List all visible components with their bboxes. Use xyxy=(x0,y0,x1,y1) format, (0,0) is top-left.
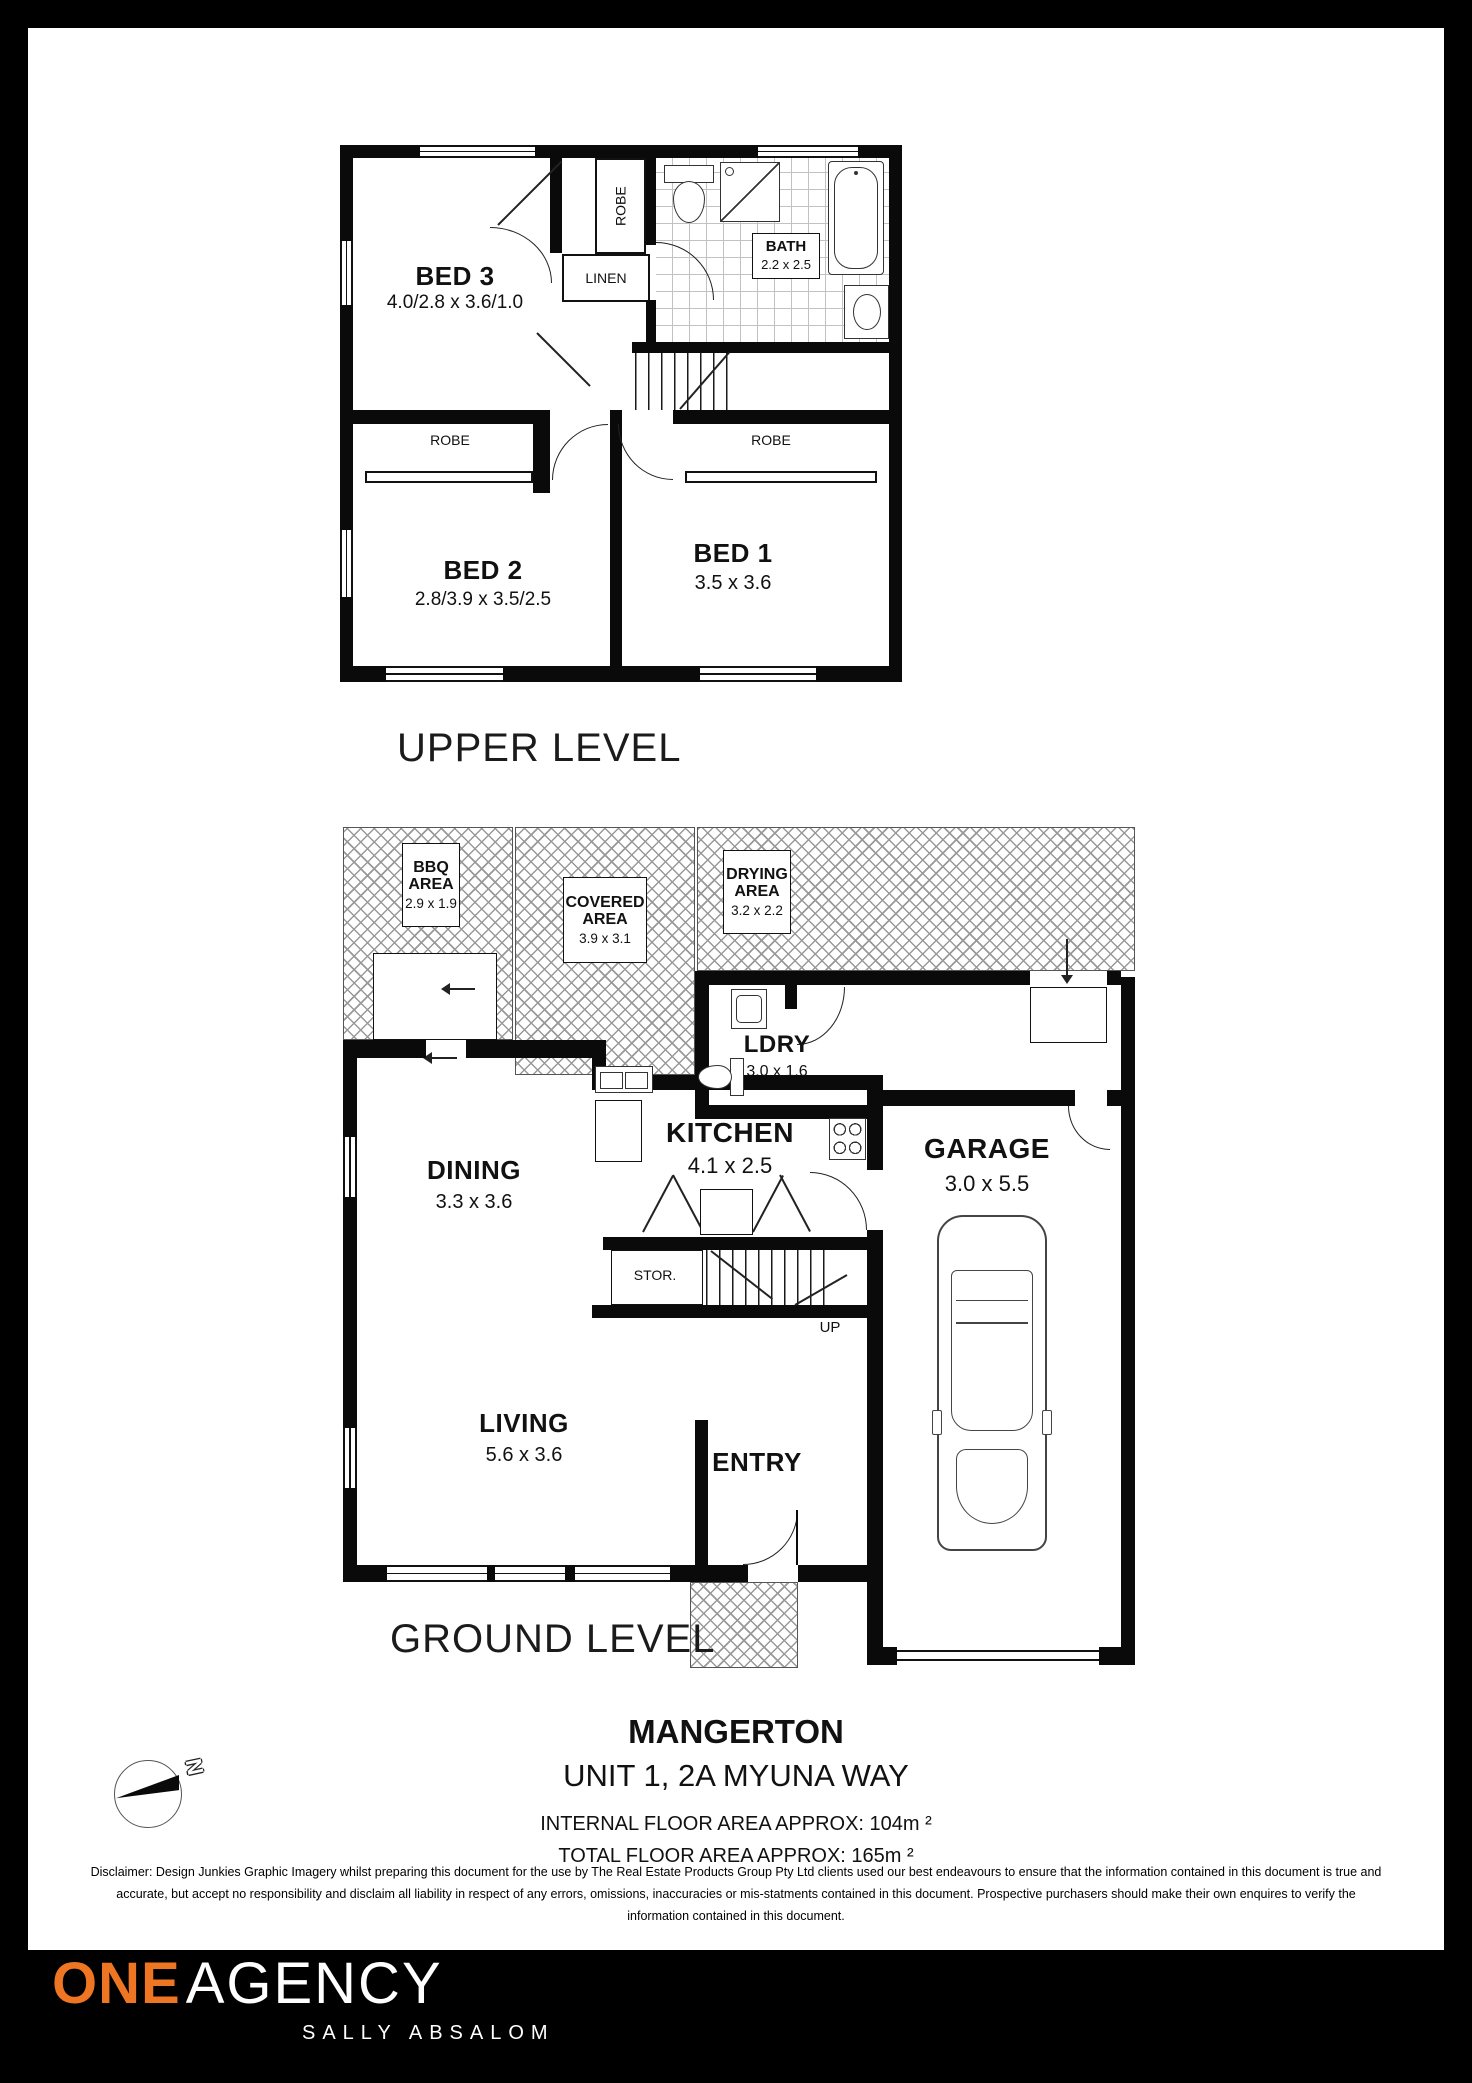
north-label: N xyxy=(180,1756,209,1778)
area-name: DRYING AREA xyxy=(726,865,788,901)
garage-door xyxy=(897,1650,1099,1661)
bathtub-icon xyxy=(828,161,884,275)
room-dims: 3.0 x 5.5 xyxy=(944,1171,1030,1196)
wall xyxy=(646,158,656,245)
robe-label: ROBE xyxy=(612,186,629,226)
vanity-sink-icon xyxy=(844,285,889,339)
address-title: UNIT 1, 2A MYUNA WAY xyxy=(563,1758,909,1793)
wall xyxy=(353,410,533,424)
wall xyxy=(867,1075,883,1170)
room-dims: 3.5 x 3.6 xyxy=(694,572,772,594)
bifold-door xyxy=(752,1175,784,1232)
room-dims: 2.2 x 2.5 xyxy=(761,257,811,273)
upper-level-plan xyxy=(340,145,902,695)
room-dims: 2.8/3.9 x 3.5/2.5 xyxy=(414,589,552,610)
wall xyxy=(340,145,353,682)
internal-area-text: INTERNAL FLOOR AREA APPROX: 104m ² xyxy=(540,1813,932,1835)
storage-label: STOR. xyxy=(633,1267,677,1283)
bifold-door xyxy=(779,1175,811,1232)
drying-label xyxy=(723,850,791,934)
wall xyxy=(343,1040,426,1058)
rear-landing xyxy=(1030,987,1107,1043)
room-name: BATH xyxy=(765,238,807,256)
robe-sliding-door xyxy=(685,471,877,483)
wall xyxy=(533,410,550,493)
kitchen-bench xyxy=(595,1100,642,1162)
robe-label: ROBE xyxy=(751,432,791,448)
room-name: BED 3 xyxy=(415,261,495,291)
wall xyxy=(1099,1647,1135,1665)
wall xyxy=(889,145,902,682)
wall xyxy=(646,300,656,342)
floorplan-paper xyxy=(28,28,1444,1950)
pantry-box xyxy=(700,1189,753,1235)
room-name: DINING xyxy=(427,1155,521,1185)
area-name: BBQ AREA xyxy=(408,858,454,894)
wall xyxy=(343,1040,357,1582)
room-dims: 3.3 x 3.6 xyxy=(435,1191,513,1213)
area-name: COVERED AREA xyxy=(565,893,645,929)
area-dims: 3.9 x 3.1 xyxy=(579,931,631,947)
window xyxy=(495,1565,565,1582)
ground-level-plan xyxy=(343,827,1136,1690)
wall xyxy=(466,1040,592,1058)
window xyxy=(386,666,503,682)
wall xyxy=(1107,1090,1121,1106)
covered-label xyxy=(563,877,647,963)
front-door-leaf xyxy=(796,1510,798,1565)
robe-closet xyxy=(595,158,646,254)
room-dims: 3.0 x 1.6 xyxy=(746,1063,808,1080)
room-name: BED 1 xyxy=(693,538,773,568)
wall xyxy=(1121,977,1135,1665)
window xyxy=(340,241,353,305)
bath-label xyxy=(752,233,820,279)
bbq-label xyxy=(402,843,460,927)
wall xyxy=(798,1565,883,1582)
shower-icon xyxy=(720,162,780,222)
window xyxy=(343,1137,357,1197)
room-name: GARAGE xyxy=(924,1133,1050,1164)
wall xyxy=(695,971,1030,985)
door-arc xyxy=(743,1510,798,1565)
laundry-tub-icon xyxy=(731,989,767,1029)
cooktop-icon xyxy=(829,1118,866,1160)
linen-closet xyxy=(562,254,650,302)
wall xyxy=(867,1647,897,1665)
window xyxy=(340,530,353,597)
room-name: LIVING xyxy=(479,1408,569,1438)
wall xyxy=(695,1420,708,1565)
window xyxy=(343,1428,357,1488)
disclaimer-text: Disclaimer: Design Junkies Graphic Imagery whilst preparing this document for the use by The Real Estate Products Group Pty Ltd clients used our best endeavours to ensure that the information contained in this document is true and accurate, but accept no responsibility and disclaim all liability in respect of any errors, omissions, inaccuracies or mis-statments contained in this document. Prospective purchasers should make their own enquires to verify the information contained in this document. xyxy=(90,1865,1382,1923)
logo-subtitle: SALLY ABSALOM xyxy=(302,2022,555,2044)
door-leaf xyxy=(536,332,590,386)
agency-logo xyxy=(52,1951,443,2016)
door-arc xyxy=(618,424,673,480)
stairs-upper xyxy=(635,353,730,410)
window xyxy=(758,145,858,158)
wall xyxy=(673,410,889,424)
brand-footer xyxy=(0,1950,1472,2083)
logo-agency: AGENCY xyxy=(185,1951,443,2016)
wall xyxy=(695,971,709,1119)
room-dims: 4.1 x 2.5 xyxy=(687,1153,773,1178)
wall xyxy=(603,1237,867,1250)
room-name: LDRY xyxy=(743,1031,811,1058)
wall xyxy=(867,1230,883,1650)
linen-label: LINEN xyxy=(585,270,627,286)
room-name: BED 2 xyxy=(443,555,523,585)
area-dims: 2.9 x 1.9 xyxy=(405,896,457,912)
wall xyxy=(1107,971,1121,985)
wall xyxy=(592,1305,867,1318)
door-arc xyxy=(552,424,608,480)
room-dims: 5.6 x 3.6 xyxy=(485,1444,563,1466)
compass-icon xyxy=(114,1756,209,1828)
door-arc xyxy=(810,1172,867,1230)
window xyxy=(420,145,535,158)
wall xyxy=(632,342,889,353)
upper-level-title: UPPER LEVEL xyxy=(397,726,682,770)
area-dims: 3.2 x 2.2 xyxy=(731,903,783,919)
kitchen-sink-icon xyxy=(595,1066,653,1093)
wall xyxy=(785,971,797,1009)
ground-level-title: GROUND LEVEL xyxy=(390,1617,716,1661)
robe-label: ROBE xyxy=(430,432,470,448)
total-area-text: TOTAL FLOOR AREA APPROX: 165m ² xyxy=(558,1845,914,1867)
toilet-icon xyxy=(664,165,714,225)
window xyxy=(700,666,816,682)
room-name: ENTRY xyxy=(712,1447,802,1477)
bifold-door xyxy=(642,1175,674,1232)
wall xyxy=(883,1090,1075,1106)
robe-sliding-door xyxy=(365,471,533,483)
suburb-title: MANGERTON xyxy=(628,1713,844,1750)
bbq-landing xyxy=(373,953,497,1040)
wall xyxy=(610,410,622,666)
logo-one: ONE xyxy=(52,1951,181,2016)
door-arc xyxy=(1068,1106,1110,1150)
window xyxy=(575,1565,670,1582)
up-label: UP xyxy=(819,1319,841,1336)
window xyxy=(387,1565,487,1582)
room-dims: 4.0/2.8 x 3.6/1.0 xyxy=(386,292,524,313)
room-name: KITCHEN xyxy=(666,1117,794,1148)
car-icon xyxy=(937,1215,1047,1551)
